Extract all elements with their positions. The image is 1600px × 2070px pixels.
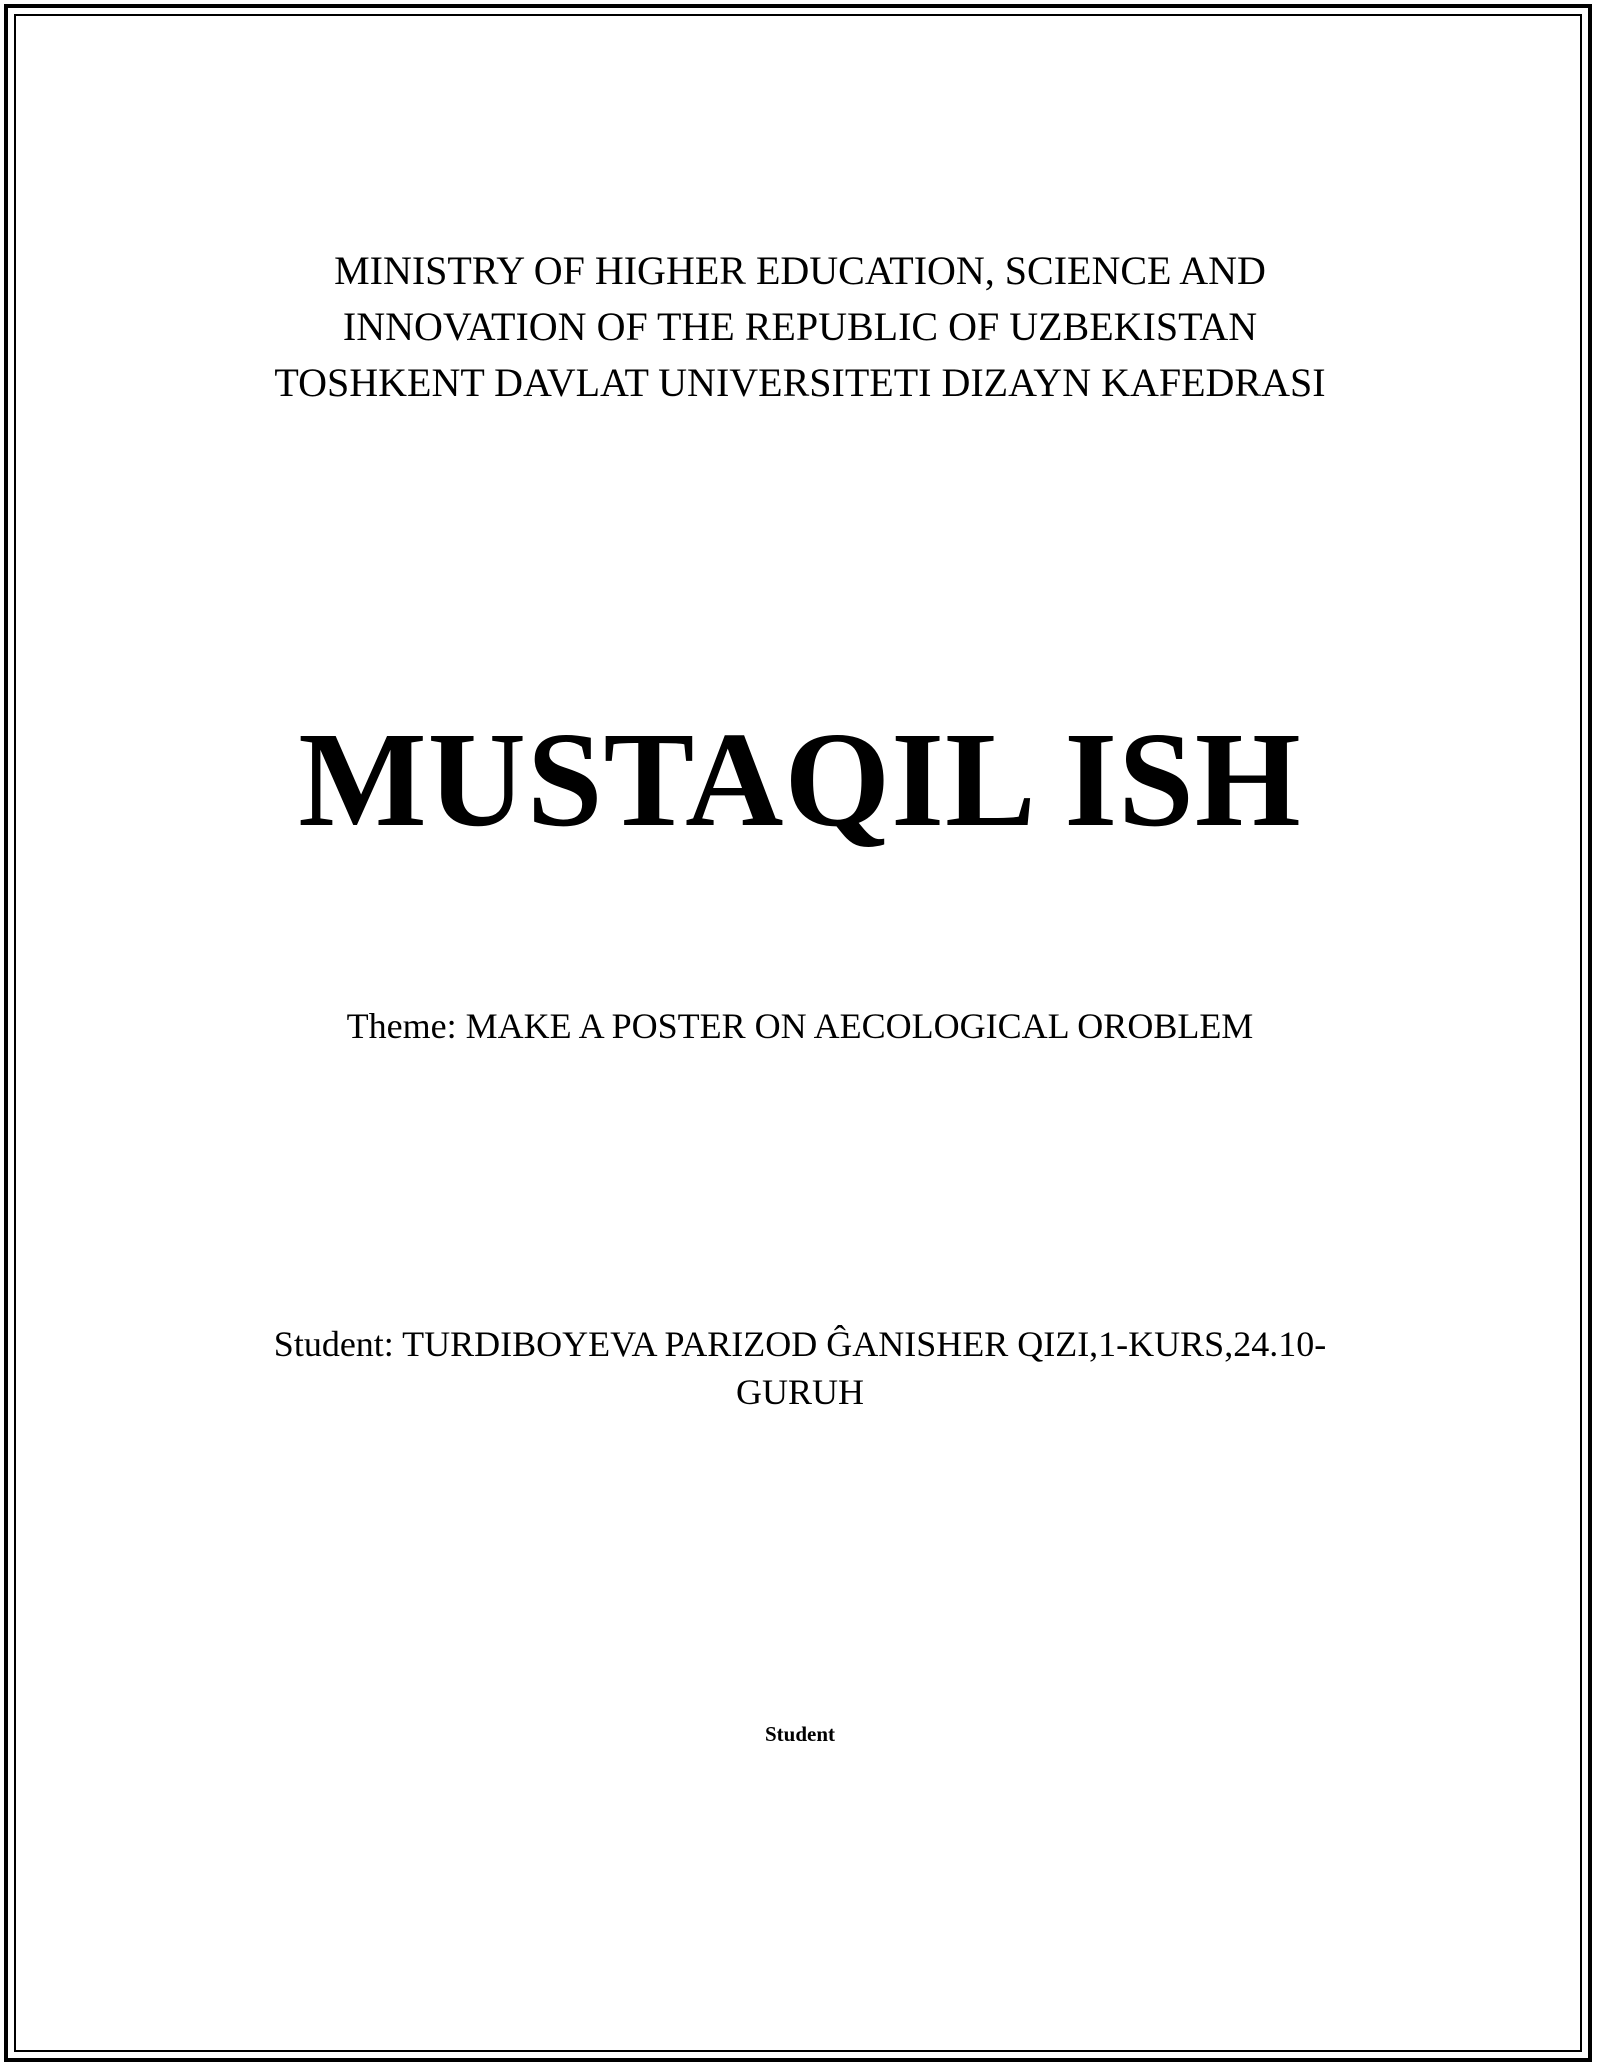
header-line-ministry: MINISTRY OF HIGHER EDUCATION, SCIENCE AND	[334, 248, 1266, 293]
header-line-republic: INNOVATION OF THE REPUBLIC OF UZBEKISTAN	[342, 304, 1258, 349]
header-line-university: TOSHKENT DAVLAT UNIVERSITETI DIZAYN KAFEDRASI	[274, 360, 1326, 405]
student-info-line-1: Student: TURDIBOYEVA PARIZOD ĜANISHER QIZI,1-KURS,24.10-	[273, 1324, 1327, 1364]
student-info	[240, 1320, 1360, 1416]
theme-line: Theme: MAKE A POSTER ON AECOLOGICAL OROBLEM	[346, 1006, 1254, 1046]
student-label: Student	[764, 1722, 836, 1746]
document-title: MUSTAQIL ISH	[298, 705, 1302, 855]
institution-header	[0, 243, 1600, 411]
student-info-line-2: GURUH	[735, 1372, 864, 1412]
